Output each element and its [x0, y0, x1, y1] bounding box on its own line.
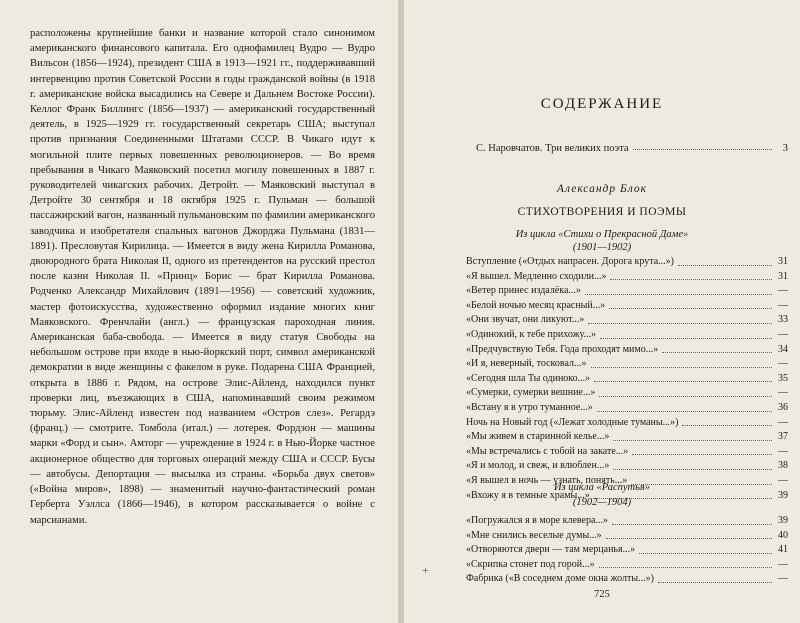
leader-dots	[682, 425, 772, 426]
toc-entry-title: «Мы живем в старинной келье...»	[466, 431, 610, 443]
toc-entry-page: 37	[778, 431, 788, 443]
toc-entry[interactable]	[466, 372, 788, 387]
contents-title: СОДЕРЖАНИЕ	[540, 96, 664, 112]
intro-entry-page: 3	[782, 143, 788, 154]
toc-entry[interactable]	[466, 270, 788, 285]
cycle-1-name: Из цикла «Стихи о Прекрасной Даме»	[515, 229, 689, 240]
commentary-paragraph: расположены крупнейшие банки и название которой стало синонимом американского финансового капитала. Его однофамилец Вудро — Вудро Вильсон (1856—1924), президент США в 1913—1921 гг., поддерживавший интервенцию против Советской России в годы гражданской войны (в 1918 г. американские войска высадились на Севере и Дальнем Востоке России). Келлог Франк Биллингс (1856—1937) — американский государственный деятель, в 1925—1929 гг. государственный секретарь США; выступал против признания Соединенными Штатами СССР. В Чикаго идут к могильной плите первых повешенных революционеров. — Во время пребывания в Чикаго Маяковский посетил могилу повешенных в 1887 г. руководителей чикагских рабочих. Детройт. — Маяковский выступал в Детройте 30 сентября и 18 октября 1925 г. Пульман — большой пассажирский вагон, названный пульмановским по фамилии американского заводчика и изобретателя спальных вагонов Джорджа Пульмана (1831—1891). Пресловутая Кирилица. — Имеется в виду жена Кирилла Романова, двоюродного брата Николая II, одного из претендентов на русский престол после казни Николая II. «Принц» Борис — брат Кирилла Романова. Родченко Александр Михайлович (1891—1956) — советский художник, мастер фотоискусства, художественно оформил издание многих книг Маяковского. Френчлайн (англ.) — французская пароходная линия. Американская баба-свобода. — Имеется в виду статуя Свободы на небольшом острове при входе в нью-йоркский порт, символ американской демократии в виде женщины с факелом в руке. Подарена США Францией, открыта в 1886 г. Рядом, на острове Элис-Айленд, находился пункт проверки лиц, въезжающих в США, напоминавший своим режимом тюрьму. Элис-Айленд известен под названием «Остров слез». Регардэ (франц.) — смотрите. Томбола (итал.) — лотерея. Фордзон — машины марки «Форд и сын». Амторг — учреждение в 1924 г. в Нью-Йорке частное акционерное общество для торговых операций между США и СССР. Бусы — автобусы. Депортация — высылка из страны. «Борьба двух светов» («Война миров», 1898) — знаменитый научно-фантастический роман Герберта Уэллса (1866—1946), в котором рассказывается о войне с марсианами.	[30, 28, 375, 526]
toc-entry[interactable]	[466, 401, 788, 416]
toc-entry-title: «Сегодня шла Ты одиноко...»	[466, 372, 591, 384]
right-page	[404, 0, 800, 623]
leader-dots	[597, 411, 772, 412]
toc-entry-page: 40	[778, 529, 788, 541]
toc-entry[interactable]	[466, 328, 788, 343]
leader-dots	[591, 367, 772, 368]
toc-entry[interactable]	[466, 284, 788, 299]
toc-entry-title: «Скрипка стонет под горой...»	[466, 558, 595, 570]
leader-dots	[613, 469, 772, 470]
toc-entry[interactable]	[466, 430, 788, 445]
leader-dots	[662, 352, 772, 353]
page-number: 725	[594, 589, 610, 600]
leader-dots	[594, 381, 772, 382]
leader-dots	[612, 524, 772, 525]
toc-entry-page: 33	[778, 314, 788, 326]
toc-entry-title: «Предчувствую Тебя. Года проходят мимо...»	[466, 343, 659, 355]
leader-dots	[678, 265, 772, 266]
leader-dots	[585, 294, 772, 295]
toc-entry-page: —	[778, 445, 788, 457]
toc-entry-title: «Встану я в утро туманное...»	[466, 401, 593, 413]
intro-entry[interactable]	[476, 143, 788, 154]
author-name: Александр Блок	[556, 183, 648, 195]
toc-entry[interactable]	[466, 299, 788, 314]
toc-entry-title: «Погружался я в море клевера...»	[466, 515, 608, 526]
toc-entry-page: —	[778, 285, 788, 297]
intro-entry-text: С. Наровчатов. Три великих поэта	[476, 143, 629, 154]
toc-entry-title: «Я и молод, и свеж, и влюблен...»	[466, 460, 610, 472]
cycle-1-list	[466, 255, 788, 503]
toc-entry-page: 38	[778, 460, 788, 472]
toc-entry-page: 41	[778, 544, 788, 556]
cycle-1-years: (1901—1902)	[572, 242, 632, 253]
commentary-text	[30, 26, 375, 528]
toc-entry-page: —	[778, 416, 788, 428]
toc-entry[interactable]	[466, 386, 788, 401]
leader-dots	[600, 338, 772, 339]
toc-entry-title: «Вхожу я в темные храмы...»	[466, 489, 590, 501]
toc-entry[interactable]	[466, 514, 788, 529]
toc-entry[interactable]	[466, 343, 788, 358]
toc-entry-title: «Я вышел в ночь — узнать, понять...»	[466, 474, 628, 486]
toc-entry-page: 35	[778, 372, 788, 384]
leader-dots	[606, 538, 772, 539]
toc-entry-page: —	[778, 474, 788, 486]
toc-entry[interactable]	[466, 459, 788, 474]
section-title: СТИХОТВОРЕНИЯ И ПОЭМЫ	[517, 206, 687, 218]
toc-entry[interactable]	[466, 416, 788, 431]
leader-dots	[588, 323, 772, 324]
toc-entry-page: 36	[778, 401, 788, 413]
crop-mark: +	[422, 563, 429, 577]
toc-entry[interactable]	[466, 572, 788, 587]
toc-entry[interactable]	[466, 529, 788, 544]
toc-entry[interactable]	[466, 558, 788, 573]
leader-dots	[632, 454, 772, 455]
leader-dots	[658, 582, 772, 583]
toc-entry-page: —	[778, 387, 788, 399]
leader-dots	[609, 308, 772, 309]
toc-entry[interactable]	[466, 357, 788, 372]
leader-dots	[633, 143, 772, 150]
toc-entry-title: «Отворяются двери — там мерцанья...»	[466, 544, 636, 556]
toc-entry[interactable]	[466, 543, 788, 558]
toc-entry-page: —	[778, 358, 788, 370]
toc-entry-page: 31	[778, 270, 788, 282]
leader-dots	[599, 567, 772, 568]
leader-dots	[599, 396, 772, 397]
toc-entry-page: —	[778, 573, 788, 585]
toc-entry-page: 34	[778, 343, 788, 355]
leader-dots	[613, 440, 772, 441]
toc-entry-page: —	[778, 299, 788, 311]
toc-entry-page: —	[778, 328, 788, 340]
toc-entry[interactable]	[466, 313, 788, 328]
toc-entry-title: «Сумерки, сумерки вешние...»	[466, 387, 596, 399]
cycle-2-list	[466, 514, 788, 587]
toc-entry-title: «И я, неверный, тосковал...»	[466, 358, 587, 370]
toc-entry-title: Вступление («Отдых напрасен. Дорога крута...»)	[466, 256, 675, 267]
toc-entry-title: Ночь на Новый год («Лежат холодные туманы...»)	[466, 416, 679, 428]
left-page	[0, 0, 398, 623]
cycle-2-name: Из цикла «Распутья»	[553, 482, 651, 493]
toc-entry-title: «Одинокий, к тебе прихожу...»	[466, 328, 596, 340]
toc-entry-page: 39	[778, 515, 788, 526]
toc-entry-page: —	[778, 558, 788, 570]
toc-entry-title: «Я вышел. Медленно сходили...»	[466, 270, 607, 282]
leader-dots	[639, 553, 772, 554]
toc-entry-title: «Белой ночью месяц красный...»	[466, 299, 606, 311]
cycle-2-years: (1902—1904)	[572, 497, 632, 508]
toc-entry-title: «Мне снились веселые думы...»	[466, 529, 602, 541]
toc-entry-page: 31	[778, 256, 788, 267]
toc-entry[interactable]	[466, 445, 788, 460]
toc-entry[interactable]	[466, 255, 788, 270]
toc-entry-title: «Мы встречались с тобой на закате...»	[466, 445, 629, 457]
toc-entry-title: «Они звучат, они ликуют...»	[466, 314, 585, 326]
toc-entry-title: «Ветер принес издалёка...»	[466, 285, 581, 297]
toc-entry-page: 39	[778, 489, 788, 501]
toc-entry-title: Фабрика («В соседнем доме окна жолты...»)	[466, 573, 654, 585]
leader-dots	[610, 279, 772, 280]
